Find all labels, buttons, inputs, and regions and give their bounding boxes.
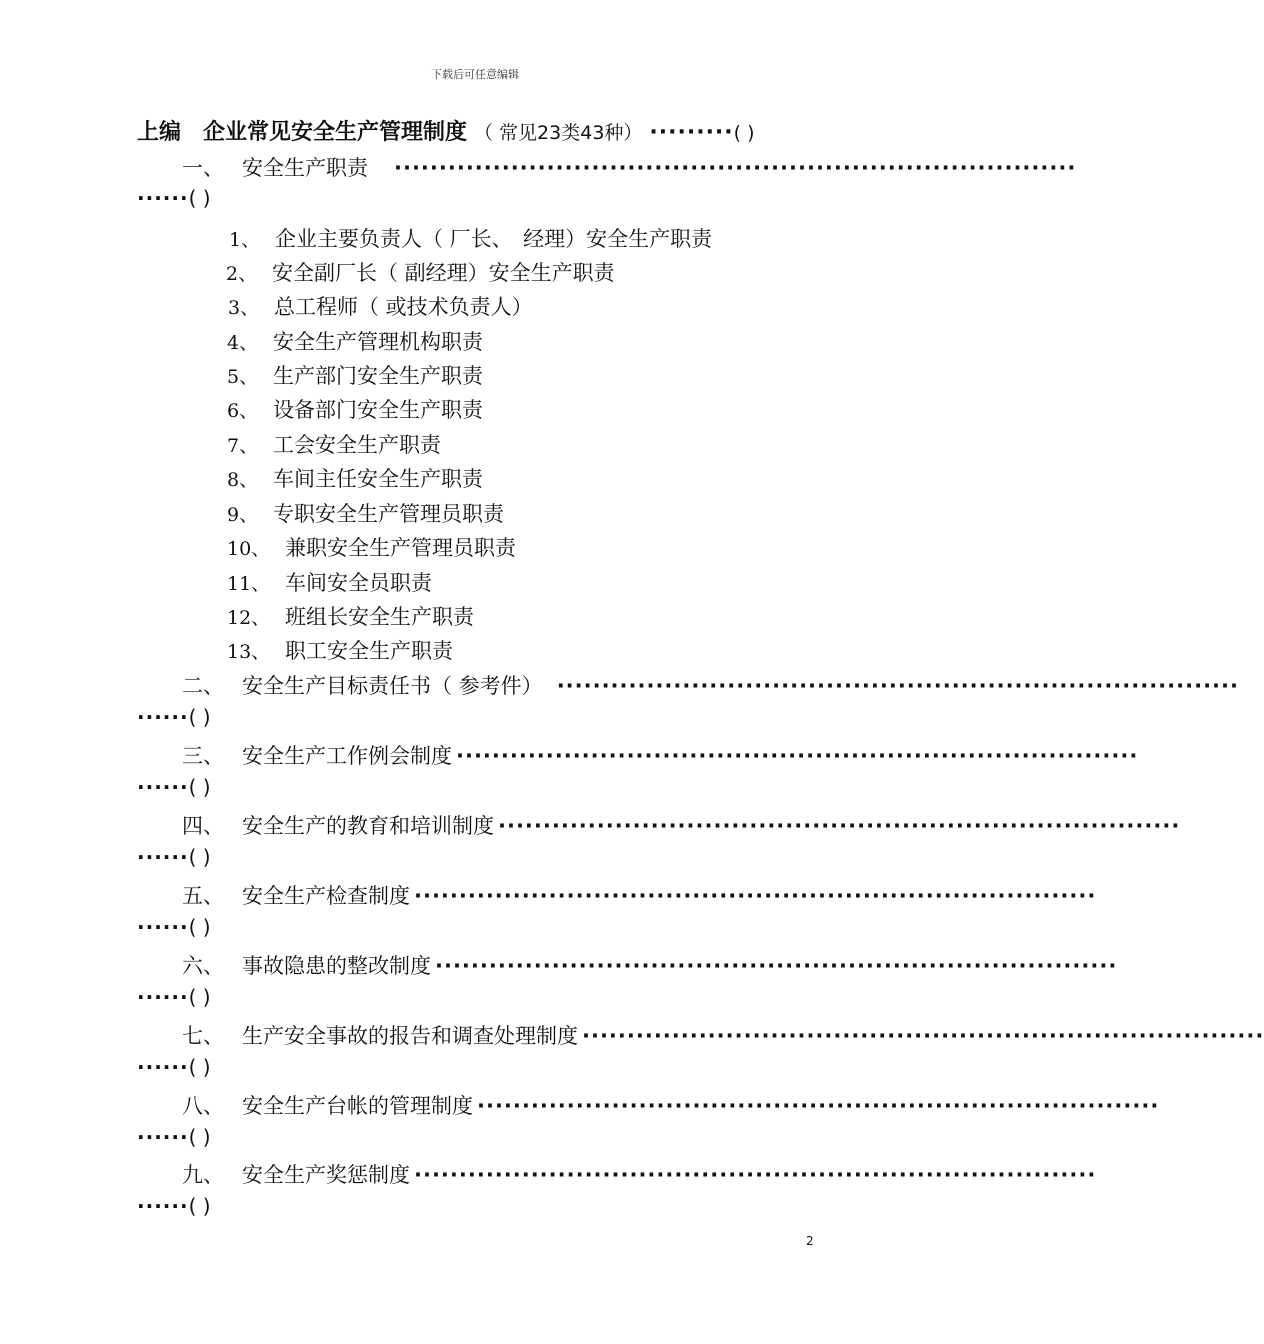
toc-section-page [137,705,211,729]
section-number: 四、 [182,814,224,838]
item-title: 班组长安全生产职责 [285,605,474,629]
item-number: 1、 [229,229,261,251]
toc-section[interactable] [182,152,1077,182]
page-ref: ( ) [188,845,211,869]
page-ref: ( ) [188,1194,211,1218]
page-ref: ( ) [188,775,211,799]
item-number: 6、 [227,400,259,422]
toc-section-page [137,1055,211,1079]
item-title: 设备部门安全生产职责 [273,398,483,422]
toc-section-page [137,775,211,799]
section-title: 生产安全事故的报告和调查处理制度 [242,1024,578,1048]
dot-leader: ············································································ [582,1024,1264,1048]
toc-section-page [137,1194,211,1218]
toc-section[interactable] [182,810,1181,840]
page-ref: ( ) [188,985,211,1009]
item-number: 8、 [227,469,259,491]
item-title: 工会安全生产职责 [273,433,441,457]
toc-item[interactable] [227,532,516,562]
dot-leader: ············································································ [394,156,1077,180]
item-number: 10、 [227,538,271,560]
section-number: 八、 [182,1094,224,1118]
section-title: 安全生产职责 [242,156,368,180]
toc-section[interactable] [182,1159,1097,1189]
item-title: 车间主任安全生产职责 [273,467,483,491]
toc-title-page: ( ) [733,122,755,144]
toc-section[interactable] [182,1020,1264,1050]
dot-leader: ······ [137,845,189,869]
section-title: 事故隐患的整改制度 [242,954,431,978]
page-ref: ( ) [188,705,211,729]
toc-item[interactable] [227,463,483,493]
item-number: 11、 [227,573,271,595]
page-ref: ( ) [188,915,211,939]
item-number: 7、 [227,435,259,457]
toc-item[interactable] [229,223,712,253]
section-number: 九、 [182,1163,224,1187]
dot-leader: ············································································ [498,814,1181,838]
section-number: 三、 [182,744,224,768]
section-number: 二、 [182,674,224,698]
item-title: 车间安全员职责 [285,571,432,595]
toc-item[interactable] [227,360,483,390]
page-ref: ( ) [188,1055,211,1079]
item-number: 3、 [228,297,260,319]
dot-leader: ············································································ [456,744,1139,768]
dot-leader: ············································································ [414,884,1097,908]
page-ref: ( ) [188,186,211,210]
dot-leader: ······ [137,705,189,729]
item-title: 安全生产管理机构职责 [273,330,483,354]
toc-item[interactable] [227,635,453,665]
toc-item[interactable] [227,567,432,597]
section-number: 七、 [182,1024,224,1048]
item-title: 兼职安全生产管理员职责 [285,536,516,560]
item-number: 13、 [227,641,271,663]
toc-item[interactable] [227,498,504,528]
toc-item[interactable] [227,326,483,356]
toc-item[interactable] [227,429,441,459]
item-title: 生产部门安全生产职责 [273,364,483,388]
dot-leader: ············································································ [477,1094,1160,1118]
dot-leader: ······ [137,775,189,799]
section-title: 安全生产奖惩制度 [242,1163,410,1187]
toc-section-page [137,985,211,1009]
toc-section-page [137,186,211,210]
toc-section[interactable] [182,670,1239,700]
toc-section-page [137,915,211,939]
toc-item[interactable] [226,257,615,287]
page-ref: ( ) [188,1125,211,1149]
page-header: 下载后可任意编辑 [431,68,519,81]
section-title: 安全生产检查制度 [242,884,410,908]
toc-item[interactable] [227,601,474,631]
item-number: 12、 [227,607,271,629]
dot-leader: ············································································ [556,674,1239,698]
section-title: 安全生产工作例会制度 [242,744,452,768]
dot-leader: ············································································ [414,1163,1097,1187]
toc-item[interactable] [227,394,483,424]
toc-section[interactable] [182,740,1139,770]
dot-leader: ······ [137,186,189,210]
item-number: 4、 [227,332,259,354]
item-title: 企业主要负责人（ 厂长、 经理）安全生产职责 [275,227,713,251]
item-number: 2、 [226,263,258,285]
toc-title-dots: ········· [649,120,734,145]
section-title: 安全生产台帐的管理制度 [242,1094,473,1118]
toc-section[interactable] [182,950,1118,980]
page-number: 2 [806,1234,814,1248]
item-title: 安全副厂长（ 副经理）安全生产职责 [272,261,615,285]
section-title: 安全生产的教育和培训制度 [242,814,494,838]
item-title: 总工程师（ 或技术负责人） [274,295,533,319]
toc-item[interactable] [228,291,533,321]
toc-section[interactable] [182,1090,1160,1120]
toc-title-main: 上编 企业常见安全生产管理制度 [137,120,468,145]
section-number: 六、 [182,954,224,978]
dot-leader: ······ [137,985,189,1009]
item-number: 5、 [227,366,259,388]
dot-leader: ············································································ [435,954,1118,978]
toc-title-sub: （ 常见23类43种） [474,122,643,144]
item-number: 9、 [227,504,259,526]
dot-leader: ······ [137,1055,189,1079]
toc-title [137,115,755,146]
section-title: 安全生产目标责任书（ 参考件） [242,674,543,698]
dot-leader: ······ [137,915,189,939]
dot-leader: ······ [137,1194,189,1218]
toc-section-page [137,1125,211,1149]
dot-leader: ······ [137,1125,189,1149]
toc-section[interactable] [182,880,1097,910]
item-title: 职工安全生产职责 [285,639,453,663]
section-number: 一、 [182,156,224,180]
item-title: 专职安全生产管理员职责 [273,502,504,526]
section-number: 五、 [182,884,224,908]
toc-section-page [137,845,211,869]
